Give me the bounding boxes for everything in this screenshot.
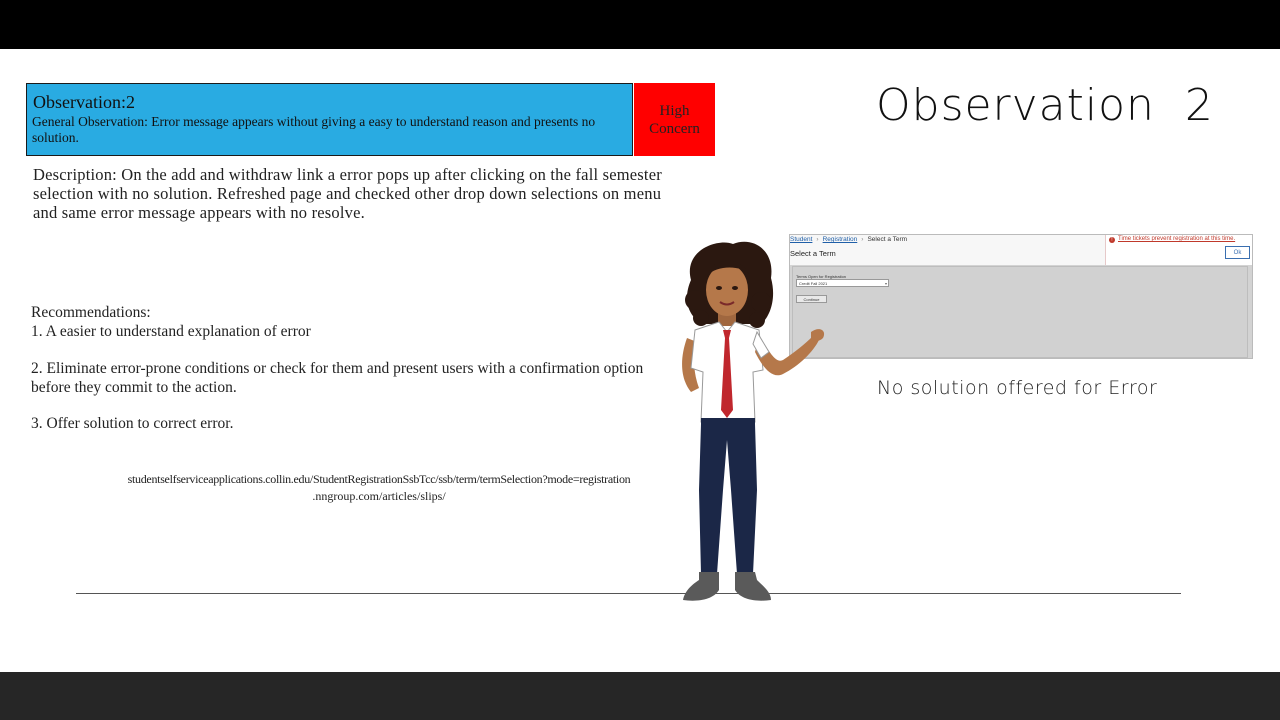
face-icon bbox=[706, 264, 748, 316]
screenshot-heading: Select a Term bbox=[790, 249, 836, 258]
breadcrumb-current: Select a Term bbox=[867, 236, 908, 243]
error-panel bbox=[1105, 235, 1253, 265]
shoe-icon bbox=[683, 572, 719, 601]
concern-label: High Concern bbox=[649, 102, 700, 137]
chevron-down-icon: ▾ bbox=[884, 281, 887, 286]
ok-button[interactable]: Ok bbox=[1225, 246, 1250, 259]
concern-badge bbox=[634, 83, 715, 156]
reference-link: .nngroup.com/articles/slips/ bbox=[312, 489, 446, 503]
top-bar bbox=[0, 0, 1280, 49]
error-screenshot bbox=[789, 234, 1253, 359]
slide-title: Observation 2 bbox=[876, 80, 1214, 131]
terms-label: Terms Open for Registration bbox=[796, 274, 847, 279]
breadcrumb-separator: › bbox=[816, 236, 819, 243]
continue-button[interactable]: Continue bbox=[796, 295, 827, 303]
recommendation-item: 3. Offer solution to correct error. bbox=[31, 415, 234, 432]
observation-title: Observation:2 bbox=[33, 92, 135, 112]
bottom-bar bbox=[0, 672, 1280, 720]
general-observation: General Observation: Error message appears without giving a easy to understand reason and presents no solution. bbox=[32, 114, 596, 145]
term-panel bbox=[792, 266, 1248, 358]
description: Description: On the add and withdraw link a error pops up after clicking on the fall semester selection with no solution. Refreshed page and checked other drop down selections on menu and same error message appears with no resolve. bbox=[33, 165, 662, 222]
recommendation-item: 2. Eliminate error-prone conditions or check for them and present users with a confirmation option before they commit to the action. bbox=[31, 360, 644, 396]
screenshot-header bbox=[790, 235, 1253, 265]
recommendations-title: Recommendations: bbox=[31, 304, 151, 321]
shoe-icon bbox=[735, 572, 771, 601]
error-icon: ! bbox=[1109, 237, 1115, 243]
observation-box bbox=[26, 83, 633, 156]
screenshot-caption: No solution offered for Error bbox=[877, 377, 1158, 399]
breadcrumb-student[interactable]: Student bbox=[790, 236, 813, 243]
reference-link: studentselfserviceapplications.collin.edu/StudentRegistrationSsbTcc/ssb/term/termSelection?mode=registration bbox=[127, 472, 631, 486]
breadcrumb-registration[interactable]: Registration bbox=[822, 236, 858, 243]
recommendation-item: 1. A easier to understand explanation of error bbox=[31, 323, 311, 340]
error-message[interactable]: Time tickets prevent registration at this time. bbox=[1118, 236, 1236, 242]
breadcrumb-separator: › bbox=[861, 236, 864, 243]
term-select-value: Credit Fall 2021 bbox=[799, 281, 828, 286]
divider-line bbox=[76, 593, 1181, 594]
pants-icon bbox=[699, 424, 757, 574]
presenter-character-illustration bbox=[673, 240, 833, 605]
